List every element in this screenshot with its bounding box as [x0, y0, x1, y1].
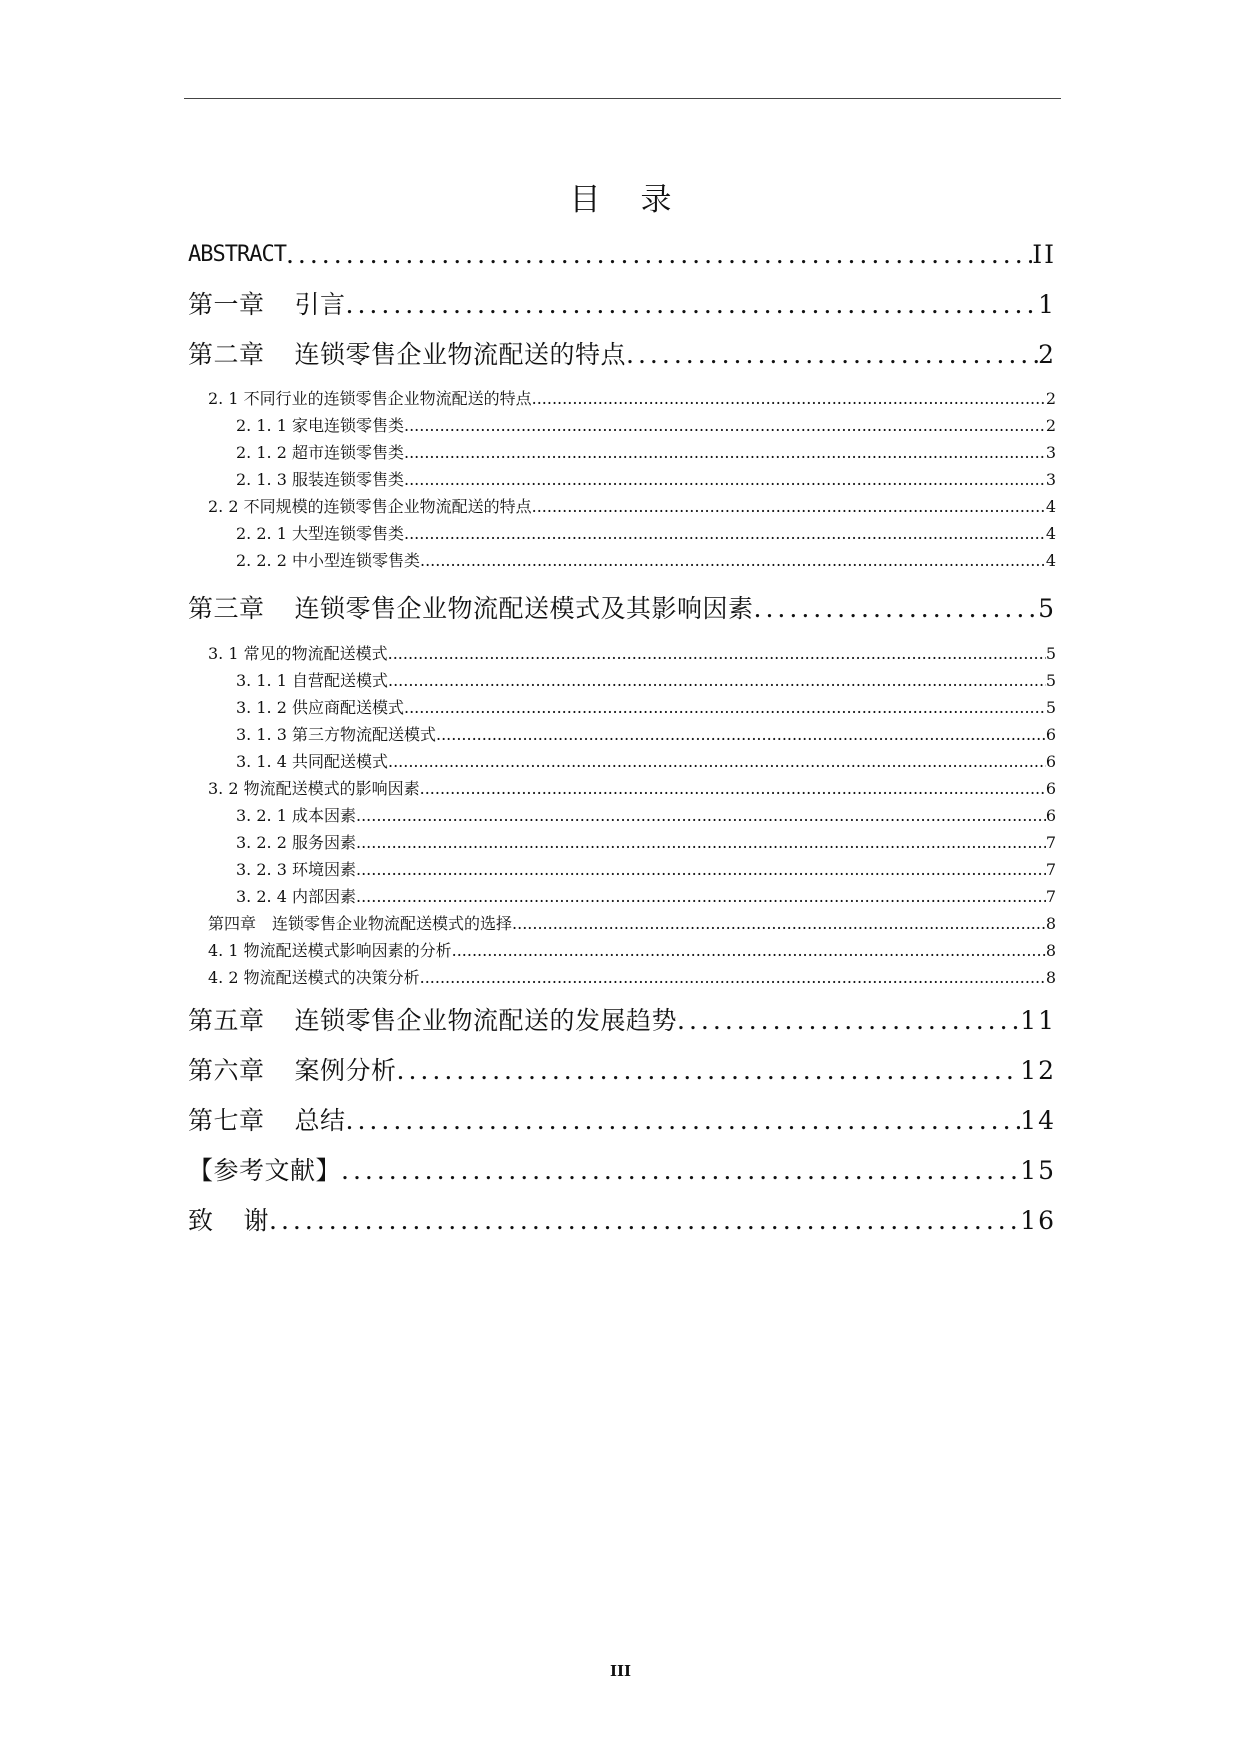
header-rule — [184, 98, 1061, 99]
toc-entry-page: 8 — [1045, 914, 1056, 933]
chapter-number: 第二章 — [188, 340, 265, 369]
toc-entry-section-2-1-2[interactable] — [236, 442, 1056, 464]
toc-entry-section-3-2-1[interactable] — [236, 805, 1056, 827]
toc-entry-page: 1 — [1038, 290, 1056, 319]
toc-entry-label: 2. 2. 2 中小型连锁零售类 — [236, 551, 420, 570]
toc-entry-references[interactable] — [188, 1154, 1056, 1188]
page-number: III — [609, 1662, 632, 1680]
toc-title-char-1: 目 — [569, 182, 601, 218]
chapter-title: 连锁零售企业物流配送模式的选择 — [272, 914, 513, 933]
toc-entry-chapter-7[interactable] — [188, 1104, 1056, 1138]
toc-entry-acknowledgements[interactable] — [188, 1204, 1056, 1238]
toc-leader-dots — [346, 1104, 1021, 1138]
chapter-title: 连锁零售企业物流配送的特点 — [294, 340, 627, 369]
toc-entry-page: 2 — [1045, 389, 1056, 408]
toc-entry-page: 4 — [1045, 497, 1056, 516]
chapter-number: 第一章 — [188, 290, 265, 319]
toc-entry-section-2-1-3[interactable] — [236, 469, 1056, 491]
chapter-number: 第六章 — [188, 1056, 265, 1085]
toc-entry-label: 2. 1 不同行业的连锁零售企业物流配送的特点 — [208, 389, 532, 408]
chapter-title: 案例分析 — [294, 1056, 397, 1085]
toc-entry-page: 7 — [1045, 833, 1056, 852]
toc-entry-label: 3. 1. 2 供应商配送模式 — [236, 698, 404, 717]
toc-entry-page: 5 — [1045, 671, 1056, 690]
toc-entry-chapter-6[interactable] — [188, 1054, 1056, 1088]
toc-entry-section-2-1-1[interactable] — [236, 415, 1056, 437]
toc-entry-page: 6 — [1045, 752, 1056, 771]
toc-entry-label: 3. 2 物流配送模式的影响因素 — [208, 779, 420, 798]
toc-entry-page: 5 — [1038, 594, 1056, 623]
toc-entry-page: 3 — [1045, 470, 1056, 489]
toc-entry-section-2-2-1[interactable] — [236, 523, 1056, 545]
toc-leader-dots — [286, 238, 1032, 272]
toc-entry-abstract[interactable] — [188, 238, 1056, 272]
toc-entry-section-3-1-3[interactable] — [236, 724, 1056, 746]
toc-leader-dots — [269, 1204, 1020, 1238]
toc-entry-label: 3. 1. 4 共同配送模式 — [236, 752, 388, 771]
chapter-title: 连锁零售企业物流配送的发展趋势 — [294, 1006, 678, 1035]
toc-entry-section-2-1[interactable] — [208, 388, 1056, 410]
toc-entry-label-char-1: 致 — [188, 1206, 214, 1235]
toc-entry-page: 16 — [1020, 1206, 1056, 1235]
chapter-title: 引言 — [294, 290, 346, 319]
toc-entry-page: 5 — [1045, 644, 1056, 663]
toc-entry-page: 3 — [1045, 443, 1056, 462]
toc-entry-chapter-1[interactable] — [188, 288, 1056, 322]
toc-entry-label: 2. 1. 3 服装连锁零售类 — [236, 470, 404, 489]
toc-entry-page: 12 — [1020, 1056, 1056, 1085]
toc-entry-page: 8 — [1045, 941, 1056, 960]
toc-entry-section-3-2-4[interactable] — [236, 886, 1056, 908]
toc-entry-label: 2. 2 不同规模的连锁零售企业物流配送的特点 — [208, 497, 532, 516]
toc-title-char-2: 录 — [640, 182, 672, 218]
toc-entry-label: 4. 2 物流配送模式的决策分析 — [208, 968, 420, 987]
toc-entry-page: 11 — [1020, 1006, 1056, 1035]
toc-entry-chapter-3[interactable] — [188, 592, 1056, 626]
toc-entry-label-char-2: 谢 — [243, 1206, 270, 1235]
toc-entry-chapter-5[interactable] — [188, 1004, 1056, 1038]
toc-entry-label: 2. 2. 1 大型连锁零售类 — [236, 524, 404, 543]
toc-entry-chapter-4[interactable] — [208, 913, 1056, 935]
toc-entry-section-3-1-2[interactable] — [236, 697, 1056, 719]
toc-entry-section-2-2[interactable] — [208, 496, 1056, 518]
toc-entry-page: 6 — [1045, 779, 1056, 798]
toc-entry-section-3-1[interactable] — [208, 643, 1056, 665]
toc-entry-page: 8 — [1045, 968, 1056, 987]
chapter-number: 第七章 — [188, 1106, 265, 1135]
toc-entry-page: 7 — [1045, 887, 1056, 906]
toc-leader-dots — [341, 1154, 1020, 1188]
toc-entry-label: 2. 1. 1 家电连锁零售类 — [236, 416, 404, 435]
toc-entry-label: 3. 2. 4 内部因素 — [236, 887, 356, 906]
toc-entry-page: 7 — [1045, 860, 1056, 879]
toc-entry-label: 3. 1 常见的物流配送模式 — [208, 644, 388, 663]
toc-leader-dots — [397, 1054, 1021, 1088]
toc-entry-section-4-2[interactable] — [208, 967, 1056, 989]
toc-entry-page: 6 — [1045, 725, 1056, 744]
toc-entry-label: 3. 1. 3 第三方物流配送模式 — [236, 725, 436, 744]
toc-leader-dots — [754, 592, 1039, 626]
toc-leader-dots — [626, 338, 1038, 372]
toc-entry-page: 2 — [1038, 340, 1056, 369]
chapter-number: 第三章 — [188, 594, 265, 623]
toc-entry-label: 3. 2. 1 成本因素 — [236, 806, 356, 825]
chapter-title: 总结 — [294, 1106, 346, 1135]
toc-entry-page: II — [1032, 240, 1056, 269]
toc-entry-page: 6 — [1045, 806, 1056, 825]
toc-entry-label: 【参考文献】 — [188, 1156, 342, 1185]
toc-entry-page: 15 — [1020, 1156, 1056, 1185]
toc-title — [0, 180, 1241, 220]
toc-entry-label: 2. 1. 2 超市连锁零售类 — [236, 443, 404, 462]
toc-entry-section-4-1[interactable] — [208, 940, 1056, 962]
toc-entry-section-3-1-4[interactable] — [236, 751, 1056, 773]
chapter-number: 第五章 — [188, 1006, 265, 1035]
toc-entry-label: 3. 1. 1 自营配送模式 — [236, 671, 388, 690]
toc-entry-page: 14 — [1020, 1106, 1056, 1135]
toc-entry-section-3-1-1[interactable] — [236, 670, 1056, 692]
toc-entry-page: 2 — [1045, 416, 1056, 435]
toc-leader-dots — [677, 1004, 1020, 1038]
toc-entry-chapter-2[interactable] — [188, 338, 1056, 372]
toc-entry-page: 4 — [1045, 524, 1056, 543]
toc-entry-page: 4 — [1045, 551, 1056, 570]
toc-entry-section-3-2-2[interactable] — [236, 832, 1056, 854]
toc-entry-label: 4. 1 物流配送模式影响因素的分析 — [208, 941, 452, 960]
toc-entry-label: 3. 2. 3 环境因素 — [236, 860, 356, 879]
toc-entry-section-3-2-3[interactable] — [236, 859, 1056, 881]
toc-leader-dots — [346, 288, 1039, 322]
chapter-number: 第四章 — [208, 914, 257, 933]
chapter-title: 连锁零售企业物流配送模式及其影响因素 — [294, 594, 754, 623]
toc-entry-label: ABSTRACT — [188, 242, 286, 267]
toc-entry-section-3-2[interactable] — [208, 778, 1056, 800]
toc-entry-page: 5 — [1045, 698, 1056, 717]
toc-entry-label: 3. 2. 2 服务因素 — [236, 833, 356, 852]
toc-entry-section-2-2-2[interactable] — [236, 550, 1056, 572]
